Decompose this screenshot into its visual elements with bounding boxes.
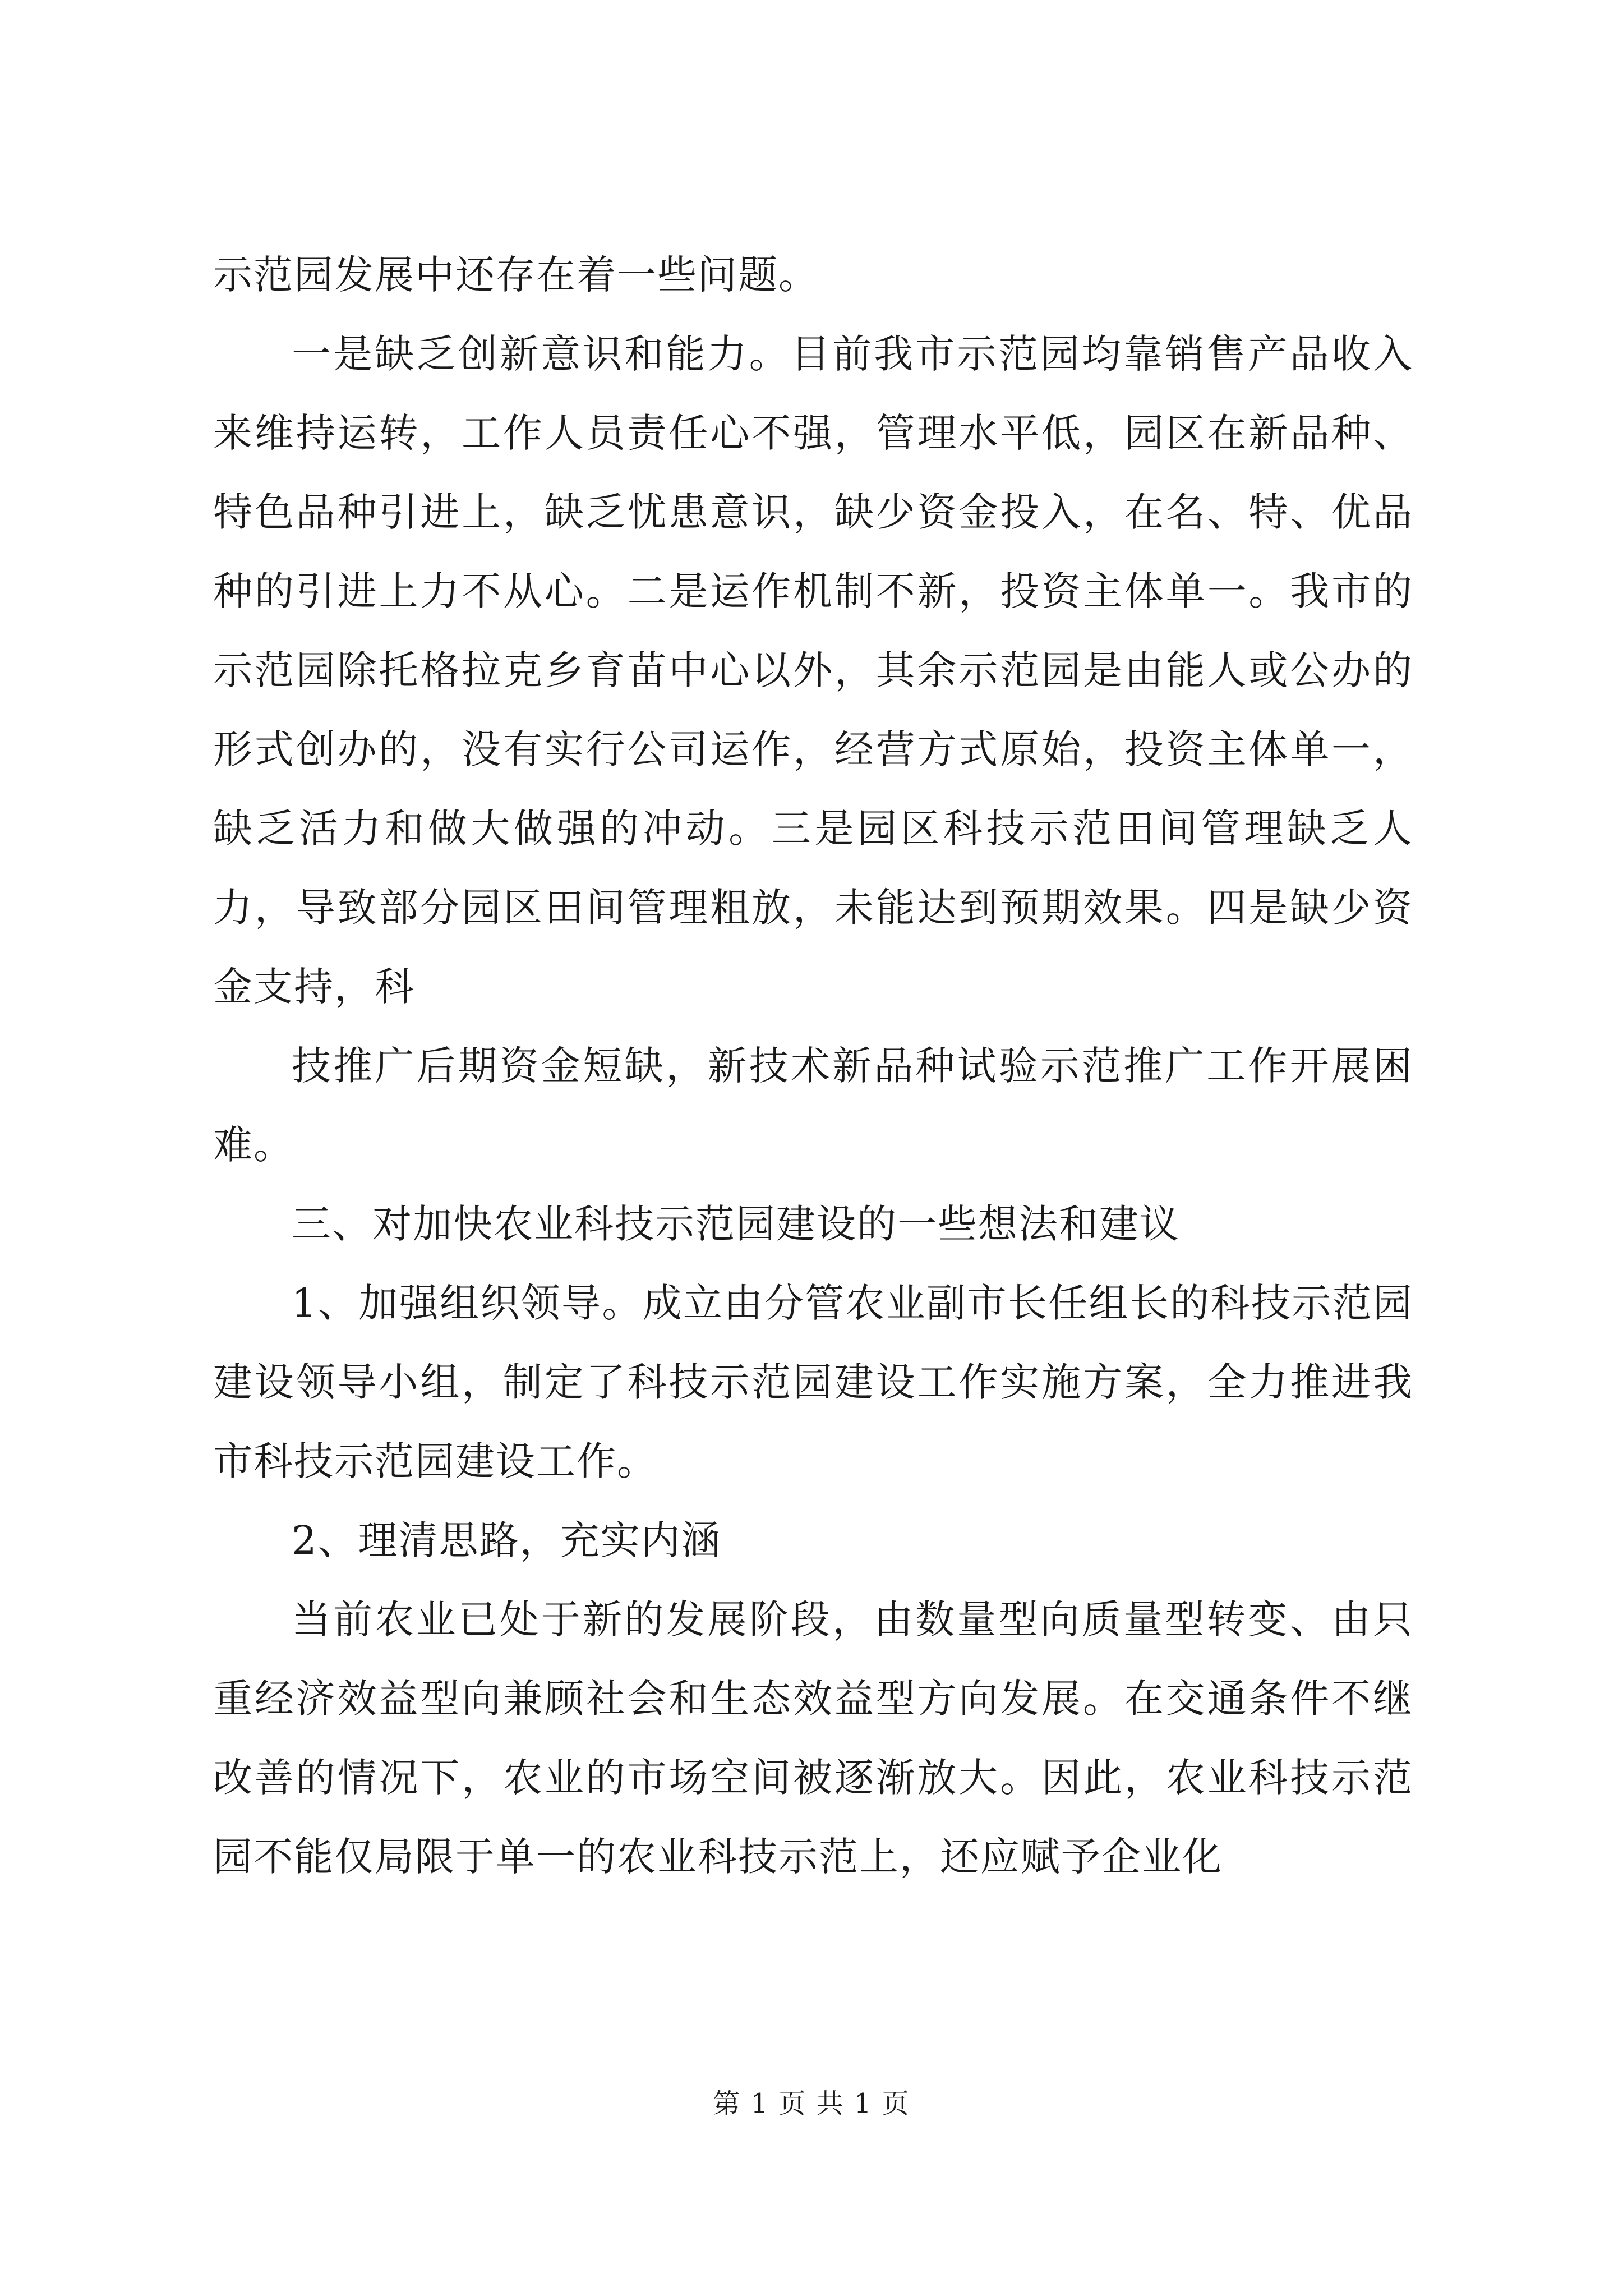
paragraph-item-1: 1、加强组织领导。成立由分管农业副市长任组长的科技示范园建设领导小组，制定了科技示范园建设工作实施方案，全力推进我市科技示范园建设工作。	[213, 1280, 1413, 1484]
page-footer: 第 1 页 共 1 页	[713, 2088, 910, 2119]
document-body	[213, 236, 1413, 1897]
paragraph-1: 示范园发展中还存在着一些问题。	[213, 252, 819, 298]
section-heading-3: 三、对加快农业科技示范园建设的一些想法和建议	[292, 1201, 1180, 1247]
paragraph-3: 技推广后期资金短缺，新技术新品种试验示范推广工作开展困难。	[213, 1043, 1413, 1168]
paragraph-item-2-heading: 2、理清思路，充实内涵	[292, 1517, 722, 1563]
paragraph-item-2-body: 当前农业已处于新的发展阶段，由数量型向质量型转变、由只重经济效益型向兼顾社会和生态效益型方向发展。在交通条件不继改善的情况下，农业的市场空间被逐渐放大。因此，农业科技示范园不能仅局限于单一的农业科技示范上，还应赋予企业化	[213, 1596, 1413, 1880]
paragraph-2: 一是缺乏创新意识和能力。目前我市示范园均靠销售产品收入来维持运转，工作人员责任心不强，管理水平低，园区在新品种、特色品种引进上，缺乏忧患意识，缺少资金投入，在名、特、优品种的引进上力不从心。二是运作机制不新，投资主体单一。我市的示范园除托格拉克乡育苗中心以外，其余示范园是由能人或公办的形式创办的，没有实行公司运作，经营方式原始，投资主体单一，缺乏活力和做大做强的冲动。三是园区科技示范田间管理缺乏人力，导致部分园区田间管理粗放，未能达到预期效果。四是缺少资金支持，科	[213, 331, 1413, 1010]
